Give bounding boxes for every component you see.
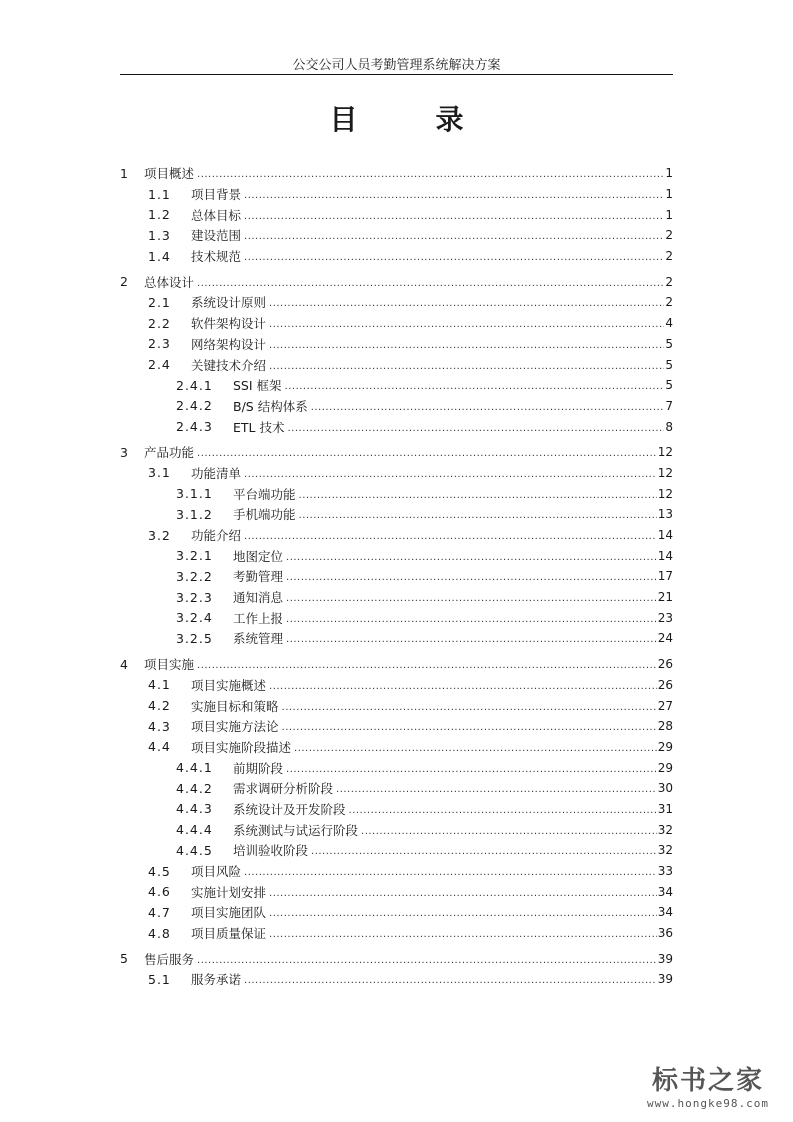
toc-entry-page: 34 bbox=[657, 884, 673, 899]
toc-entry-number: 3.1.1 bbox=[176, 486, 213, 502]
toc-dot-leader bbox=[286, 761, 657, 775]
toc-entry-number: 4.7 bbox=[148, 904, 171, 920]
toc-entry[interactable] bbox=[120, 483, 673, 504]
toc-title-char-1: 目 bbox=[329, 103, 358, 136]
toc-title bbox=[0, 98, 793, 138]
toc-entry-page: 2 bbox=[665, 228, 673, 243]
toc-entry-number: 2.4 bbox=[148, 357, 171, 373]
toc-entry[interactable] bbox=[120, 375, 673, 396]
toc-entry-page: 7 bbox=[665, 398, 673, 413]
toc-entry[interactable] bbox=[120, 334, 673, 355]
toc-entry-number: 4.8 bbox=[148, 925, 171, 941]
running-header: 公交公司人员考勤管理系统解决方案 bbox=[292, 58, 501, 73]
toc-entry-number: 3 bbox=[120, 444, 129, 460]
toc-dot-leader bbox=[269, 358, 664, 372]
toc-entry-number: 4.4.2 bbox=[176, 780, 213, 796]
toc-entry-label: 关键技术介绍 bbox=[191, 357, 267, 373]
toc-entry-number: 4.4.4 bbox=[176, 822, 213, 838]
toc-dot-leader bbox=[282, 719, 657, 733]
toc-entry-page: 5 bbox=[665, 357, 673, 372]
toc-entry-number: 3.2.5 bbox=[176, 630, 213, 646]
toc-dot-leader bbox=[244, 228, 664, 242]
toc-entry-page: 5 bbox=[665, 378, 673, 393]
toc-entry[interactable] bbox=[120, 695, 673, 716]
toc-dot-leader bbox=[286, 549, 657, 563]
toc-dot-leader bbox=[244, 528, 657, 542]
toc-entry-page: 1 bbox=[665, 187, 673, 202]
toc-entry[interactable] bbox=[120, 463, 673, 484]
toc-entry-page: 1 bbox=[665, 166, 673, 181]
toc-entry[interactable] bbox=[120, 587, 673, 608]
toc-entry-number: 4.4.5 bbox=[176, 842, 213, 858]
toc-entry[interactable] bbox=[120, 442, 673, 463]
toc-entry[interactable] bbox=[120, 525, 673, 546]
toc-entry-label: 系统设计及开发阶段 bbox=[233, 801, 346, 817]
toc-entry-page: 29 bbox=[657, 739, 673, 754]
toc-entry-page: 2 bbox=[665, 295, 673, 310]
toc-entry-label: 总体设计 bbox=[144, 274, 195, 290]
toc-dot-leader bbox=[269, 295, 664, 309]
toc-entry-number: 5 bbox=[120, 951, 129, 967]
toc-dot-leader bbox=[361, 823, 657, 837]
toc-entry-page: 5 bbox=[665, 336, 673, 351]
toc-dot-leader bbox=[349, 802, 657, 816]
watermark-url: www.hongke98.com bbox=[647, 1097, 769, 1110]
watermark-brand: 标书之家 bbox=[651, 1066, 764, 1096]
toc-entry-number: 4.6 bbox=[148, 884, 171, 900]
toc-entry-page: 32 bbox=[657, 822, 673, 837]
toc-entry-page: 13 bbox=[657, 507, 673, 522]
toc-entry-number: 1.1 bbox=[148, 186, 171, 202]
toc-entry[interactable] bbox=[120, 969, 673, 990]
toc-entry-label: 项目实施阶段描述 bbox=[191, 739, 292, 755]
toc-dot-leader bbox=[197, 952, 657, 966]
toc-entry-page: 17 bbox=[657, 569, 673, 584]
toc-entry[interactable] bbox=[120, 416, 673, 437]
toc-entry-label: 项目质量保证 bbox=[191, 926, 267, 942]
toc-entry-page: 31 bbox=[657, 801, 673, 816]
toc-entry-page: 39 bbox=[657, 951, 673, 966]
toc-entry-label: 项目实施方法论 bbox=[191, 719, 279, 735]
toc-entry[interactable] bbox=[120, 948, 673, 969]
toc-entry-label: 系统设计原则 bbox=[191, 295, 267, 311]
toc-entry-label: 考勤管理 bbox=[233, 569, 284, 585]
toc-entry-label: 培训验收阶段 bbox=[233, 843, 309, 859]
toc-dot-leader bbox=[197, 166, 664, 180]
toc-entry-number: 3.2.2 bbox=[176, 568, 213, 584]
toc-entry-page: 30 bbox=[657, 781, 673, 796]
toc-entry-page: 33 bbox=[657, 864, 673, 879]
toc-dot-leader bbox=[269, 316, 664, 330]
toc-entry-label: 前期阶段 bbox=[233, 760, 284, 776]
toc-dot-leader bbox=[269, 905, 657, 919]
toc-dot-leader bbox=[269, 337, 664, 351]
toc-entry[interactable] bbox=[120, 902, 673, 923]
toc-entry-number: 3.2.1 bbox=[176, 548, 213, 564]
toc-entry-number: 3.2.4 bbox=[176, 610, 213, 626]
toc-entry[interactable] bbox=[120, 396, 673, 417]
toc-entry[interactable] bbox=[120, 881, 673, 902]
toc-entry-number: 4.4.1 bbox=[176, 760, 213, 776]
toc-entry-label: 项目概述 bbox=[144, 166, 195, 182]
toc-entry-number: 4.3 bbox=[148, 718, 171, 734]
toc-entry-page: 29 bbox=[657, 760, 673, 775]
toc-dot-leader bbox=[311, 843, 657, 857]
toc-entry-number: 4.4.3 bbox=[176, 801, 213, 817]
toc-entry[interactable] bbox=[120, 675, 673, 696]
toc-entry-label: 平台端功能 bbox=[233, 486, 296, 502]
toc-entry-label: 地图定位 bbox=[233, 548, 284, 564]
toc-entry-label: 售后服务 bbox=[144, 951, 195, 967]
toc-entry-label: 实施目标和策略 bbox=[191, 698, 279, 714]
watermark-logo bbox=[633, 1060, 783, 1110]
toc-entry-label: 项目实施 bbox=[144, 657, 195, 673]
toc-entry[interactable] bbox=[120, 923, 673, 944]
toc-entry[interactable] bbox=[120, 246, 673, 267]
toc-entry[interactable] bbox=[120, 607, 673, 628]
toc-dot-leader bbox=[311, 399, 665, 413]
toc-entry[interactable] bbox=[120, 271, 673, 292]
toc-dot-leader bbox=[244, 187, 664, 201]
toc-dot-leader bbox=[244, 864, 657, 878]
toc-entry[interactable] bbox=[120, 840, 673, 861]
toc-title-char-2: 录 bbox=[435, 103, 464, 136]
toc-entry-number: 1.2 bbox=[148, 207, 171, 223]
toc-entry-page: 23 bbox=[657, 610, 673, 625]
toc-dot-leader bbox=[244, 466, 657, 480]
toc-entry-label: 工作上报 bbox=[233, 610, 284, 626]
toc-entry[interactable] bbox=[120, 819, 673, 840]
toc-entry-label: B/S 结构体系 bbox=[233, 398, 308, 414]
toc-entry[interactable] bbox=[120, 292, 673, 313]
toc-dot-leader bbox=[294, 740, 657, 754]
toc-dot-leader bbox=[197, 657, 657, 671]
toc-entry-label: 技术规范 bbox=[191, 249, 242, 265]
toc-entry-number: 2 bbox=[120, 274, 129, 290]
toc-entry-number: 2.2 bbox=[148, 315, 171, 331]
toc-entry-page: 14 bbox=[657, 528, 673, 543]
toc-entry-number: 3.2.3 bbox=[176, 589, 213, 605]
toc-entry-number: 2.4.2 bbox=[176, 398, 213, 414]
toc-entry-label: SSI 框架 bbox=[233, 378, 282, 394]
toc-dot-leader bbox=[197, 445, 657, 459]
toc-entry-number: 4 bbox=[120, 656, 129, 672]
toc-entry-label: 项目实施团队 bbox=[191, 905, 267, 921]
toc-entry-label: 通知消息 bbox=[233, 590, 284, 606]
toc-dot-leader bbox=[285, 378, 665, 392]
toc-entry-page: 12 bbox=[657, 486, 673, 501]
toc-entry-number: 2.4.1 bbox=[176, 377, 213, 393]
toc-entry-number: 3.2 bbox=[148, 527, 171, 543]
toc-entry-page: 32 bbox=[657, 843, 673, 858]
toc-entry-label: 手机端功能 bbox=[233, 507, 296, 523]
toc-entry-page: 27 bbox=[657, 698, 673, 713]
toc-entry-label: 网络架构设计 bbox=[191, 336, 267, 352]
toc-entry[interactable] bbox=[120, 861, 673, 882]
toc-entry-page: 34 bbox=[657, 905, 673, 920]
toc-entry-page: 28 bbox=[657, 719, 673, 734]
toc-entry-label: 软件架构设计 bbox=[191, 316, 267, 332]
toc-entry-label: 功能清单 bbox=[191, 465, 242, 481]
toc-entry-label: 系统测试与试运行阶段 bbox=[233, 822, 359, 838]
toc-entry[interactable] bbox=[120, 504, 673, 525]
toc-entry-page: 24 bbox=[657, 631, 673, 646]
toc-entry-page: 1 bbox=[665, 207, 673, 222]
toc-dot-leader bbox=[244, 972, 657, 986]
toc-entry-page: 26 bbox=[657, 677, 673, 692]
toc-entry[interactable] bbox=[120, 225, 673, 246]
toc-dot-leader bbox=[299, 487, 657, 501]
toc-dot-leader bbox=[286, 631, 657, 645]
toc-entry-label: 建设范围 bbox=[191, 228, 242, 244]
toc-entry[interactable] bbox=[120, 716, 673, 737]
toc-entry-label: 项目风险 bbox=[191, 864, 242, 880]
toc-entry-number: 3.1.2 bbox=[176, 506, 213, 522]
toc-entry-label: 服务承诺 bbox=[191, 972, 242, 988]
toc-entry-number: 4.4 bbox=[148, 739, 171, 755]
toc-dot-leader bbox=[286, 569, 657, 583]
toc-entry-label: 系统管理 bbox=[233, 631, 284, 647]
toc-entry-page: 36 bbox=[657, 926, 673, 941]
toc-entry-page: 4 bbox=[665, 316, 673, 331]
toc-entry-number: 3.1 bbox=[148, 465, 171, 481]
toc-entry-label: 需求调研分析阶段 bbox=[233, 781, 334, 797]
toc-entry[interactable] bbox=[120, 737, 673, 758]
toc-entry-page: 2 bbox=[665, 274, 673, 289]
toc-dot-leader bbox=[336, 781, 657, 795]
toc-entry-page: 2 bbox=[665, 249, 673, 264]
toc-entry-number: 1.3 bbox=[148, 227, 171, 243]
toc-entry-page: 12 bbox=[657, 465, 673, 480]
toc-dot-leader bbox=[282, 699, 657, 713]
toc-dot-leader bbox=[269, 926, 657, 940]
toc-dot-leader bbox=[286, 590, 657, 604]
toc-entry[interactable] bbox=[120, 204, 673, 225]
toc-entry[interactable] bbox=[120, 184, 673, 205]
toc-entry-number: 2.3 bbox=[148, 336, 171, 352]
toc-entry-page: 21 bbox=[657, 590, 673, 605]
toc-dot-leader bbox=[244, 208, 664, 222]
toc-entry-page: 39 bbox=[657, 972, 673, 987]
toc-entry-label: 项目背景 bbox=[191, 187, 242, 203]
toc-entry-label: ETL 技术 bbox=[233, 419, 285, 435]
toc-entry-number: 5.1 bbox=[148, 971, 171, 987]
toc-dot-leader bbox=[197, 275, 664, 289]
toc-dot-leader bbox=[287, 420, 664, 434]
toc-entry-number: 2.1 bbox=[148, 294, 171, 310]
toc-entry[interactable] bbox=[120, 163, 673, 184]
toc-entry-label: 实施计划安排 bbox=[191, 884, 267, 900]
toc-entry-label: 总体目标 bbox=[191, 207, 242, 223]
toc-entry[interactable] bbox=[120, 757, 673, 778]
toc-entry-page: 14 bbox=[657, 548, 673, 563]
toc-entry[interactable] bbox=[120, 778, 673, 799]
toc-entry-page: 8 bbox=[665, 419, 673, 434]
toc-entry[interactable] bbox=[120, 354, 673, 375]
toc-entry[interactable] bbox=[120, 313, 673, 334]
toc-dot-leader bbox=[299, 507, 657, 521]
toc-dot-leader bbox=[244, 249, 664, 263]
toc-entry-number: 1.4 bbox=[148, 248, 171, 264]
toc-entry-number: 4.2 bbox=[148, 698, 171, 714]
toc-entry[interactable] bbox=[120, 545, 673, 566]
toc-dot-leader bbox=[286, 611, 657, 625]
toc-entry-number: 2.4.3 bbox=[176, 419, 213, 435]
toc-entry-number: 4.5 bbox=[148, 863, 171, 879]
toc-entry-number: 4.1 bbox=[148, 677, 171, 693]
table-of-contents bbox=[120, 163, 673, 990]
toc-dot-leader bbox=[269, 678, 657, 692]
toc-entry-page: 26 bbox=[657, 657, 673, 672]
toc-entry-number: 1 bbox=[120, 165, 129, 181]
toc-entry-label: 产品功能 bbox=[144, 445, 195, 461]
toc-dot-leader bbox=[269, 885, 657, 899]
toc-entry[interactable] bbox=[120, 654, 673, 675]
toc-entry[interactable] bbox=[120, 799, 673, 820]
toc-entry[interactable] bbox=[120, 628, 673, 649]
toc-entry[interactable] bbox=[120, 566, 673, 587]
toc-entry-label: 功能介绍 bbox=[191, 528, 242, 544]
toc-entry-page: 12 bbox=[657, 445, 673, 460]
toc-entry-label: 项目实施概述 bbox=[191, 677, 267, 693]
header-divider bbox=[120, 74, 673, 75]
